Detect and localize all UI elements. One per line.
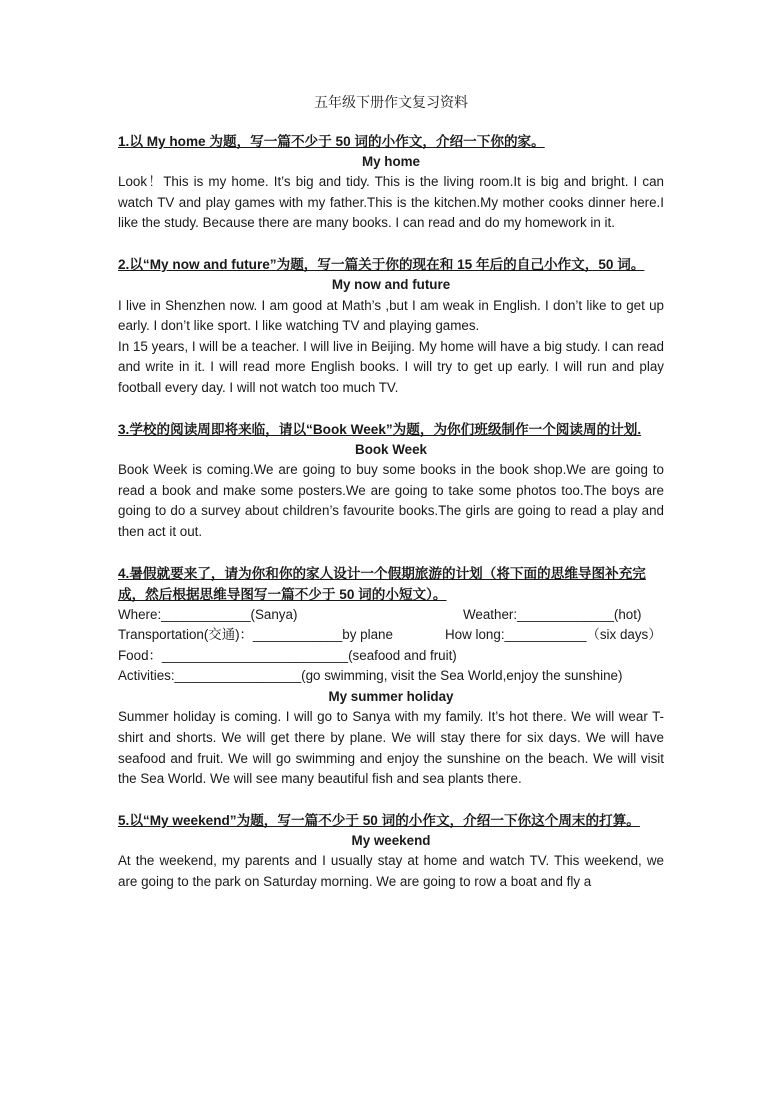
essay-title-1: My home [361,153,421,169]
question-5: 5.以“My weekend”为题，写一篇不少于 50 词的小作文，介绍一下你这个周末的打算。 [118,812,640,828]
section-4 [118,563,664,790]
section-1 [118,131,664,234]
mindmap-how-long: How long:___________（six days） [445,627,662,643]
essay-title-3: Book Week [355,441,427,457]
essay-title-4: My summer holiday [328,688,454,704]
essay-paragraph: Book Week is coming.We are going to buy some books in the book shop.We are going to read a book and make some posters.We are going to take some photos too.The boys are going to do a survey about children’s favourite books.The girls are going to read a play and then act it out. [118,462,664,539]
question-1: 1.以 My home 为题，写一篇不少于 50 词的小作文，介绍一下你的家。 [118,133,545,149]
mindmap-transport: Transportation(交通)：____________by plane [118,627,393,643]
mindmap-activities: Activities:_________________(go swimming, visit the Sea World,enjoy the sunshine) [118,668,623,684]
essay-paragraph: Look！This is my home. It’s big and tidy. This is the living room.It is big and bright. I can watch TV and play games with my father.This is the kitchen.My mother cooks dinner here.I like the study. Because there are many books. I can read and do my homework in it. [118,174,664,231]
mindmap-where: Where:____________(Sanya) [118,606,298,622]
section-5 [118,810,664,893]
document-title: 五年级下册作文复习资料 [314,94,468,110]
mindmap-weather: Weather:_____________(hot) [463,606,642,622]
essay-title-2: My now and future [331,276,451,292]
question-2: 2.以“My now and future”为题，写一篇关于你的现在和 15 年后的自己小作文，50 词。 [118,256,645,272]
question-4: 4.暑假就要来了，请为你和你的家人设计一个假期旅游的计划（将下面的思维导图补充完成，然后根据思维导图写一篇不少于 50 词的小短文）。 [118,565,646,602]
document-page [118,92,664,893]
mindmap [118,605,664,687]
essay-paragraph: Summer holiday is coming. I will go to Sanya with my family. It’s hot there. We will wear T-shirt and shorts. We will get there by plane. We will stay there for six days. We will have seafood and fruit. We will go swimming and enjoy the sunshine on the beach. We will visit the Sea World. We will see many beautiful fish and sea plants there. [118,709,664,787]
essay-paragraph: At the weekend, my parents and I usually stay at home and watch TV. This weekend, we are going to the park on Saturday morning. We are going to row a boat and fly a [118,853,664,890]
section-3 [118,419,664,543]
mindmap-food: Food：_________________________(seafood and fruit) [118,647,457,663]
essay-paragraph: I live in Shenzhen now. I am good at Math’s ,but I am weak in English. I don’t like to get up early. I don’t like sport. I like watching TV and playing games. [118,297,664,334]
essay-paragraph: In 15 years, I will be a teacher. I will live in Beijing. My home will have a big study. I can read and write in it. I will read more English books. I will try to get up early. I will run and play football every day. I will not watch too much TV. [118,338,664,395]
essay-title-5: My weekend [351,832,431,848]
section-2 [118,254,664,399]
question-3: 3.学校的阅读周即将来临，请以“Book Week”为题，为你们班级制作一个阅读周的计划. [118,421,642,437]
